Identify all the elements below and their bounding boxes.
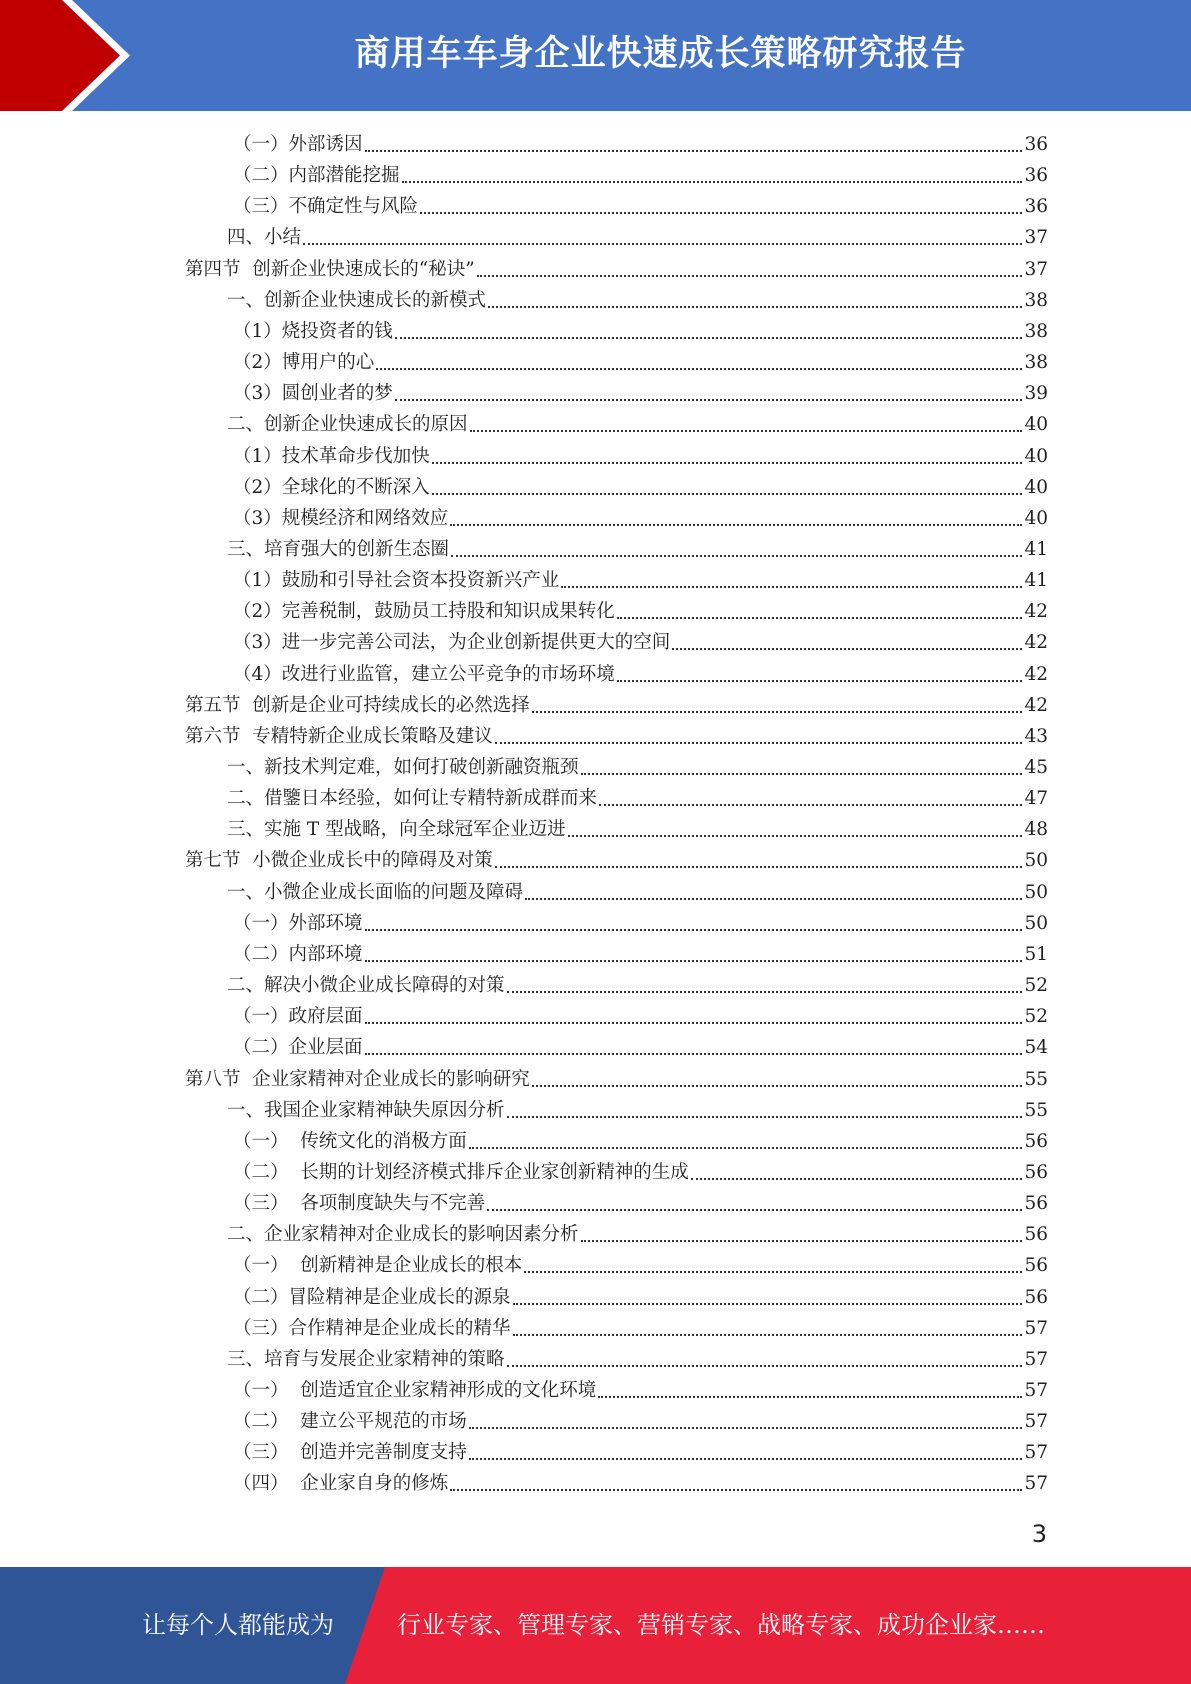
toc-dot-leader [691,1177,1023,1180]
toc-dot-leader [376,367,1022,370]
toc-entry[interactable] [233,1375,1048,1406]
toc-entry-label: （一）政府层面 [233,1006,363,1028]
toc-entry-label: （一） 创新精神是企业成长的根本 [233,1255,523,1277]
toc-entry[interactable] [233,378,1048,409]
toc-entry-label: （二）企业层面 [233,1037,363,1059]
toc-entry-page: 54 [1024,1037,1048,1059]
toc-dot-leader [617,679,1023,682]
toc-entry-label: （4）改进行业监管，建立公平竞争的市场环境 [233,663,615,685]
toc-entry-label: （2）博用户的心 [233,352,375,374]
toc-entry[interactable] [185,1064,1048,1095]
toc-entry-page: 57 [1024,1348,1048,1370]
toc-entry-label: 三、培育强大的创新生态圈 [227,538,450,560]
toc-entry-page: 40 [1024,507,1048,529]
toc-entry-label: （一）外部诱因 [233,134,363,155]
toc-dot-leader [432,492,1023,495]
toc-entry-page: 55 [1024,1068,1048,1090]
toc-entry[interactable] [185,845,1048,876]
toc-entry[interactable] [233,1157,1048,1188]
toc-dot-leader [365,928,1023,931]
toc-entry-label: （四） 企业家自身的修炼 [233,1473,449,1495]
toc-entry-page: 38 [1024,289,1048,311]
toc-entry[interactable] [227,877,1048,908]
toc-entry[interactable] [233,659,1048,690]
toc-entry[interactable] [233,472,1048,503]
toc-entry-label: 一、新技术判定难，如何打破创新融资瓶颈 [227,757,579,778]
toc-dot-leader [532,1084,1023,1087]
toc-entry[interactable] [233,191,1048,222]
toc-dot-leader [532,710,1023,713]
toc-dot-leader [450,1488,1022,1491]
toc-entry-label: 三、实施 T 型战略，向全球冠军企业迈进 [227,819,566,841]
toc-entry-label: （3）圆创业者的梦 [233,383,393,405]
toc-entry-label: （3）进一步完善公司法，为企业创新提供更大的空间 [233,632,671,654]
toc-entry-page: 50 [1024,912,1048,934]
toc-entry[interactable] [185,690,1048,721]
toc-entry[interactable] [233,1250,1048,1281]
toc-entry[interactable] [233,1313,1048,1344]
toc-dot-leader [450,523,1022,526]
toc-entry[interactable] [227,409,1048,440]
toc-dot-leader [477,274,1023,277]
toc-entry-page: 38 [1024,352,1048,374]
toc-dot-leader [469,1457,1023,1460]
toc-entry[interactable] [233,627,1048,658]
toc-entry-page: 48 [1024,819,1048,841]
toc-entry-page: 52 [1024,1006,1048,1028]
toc-dot-leader [420,211,1022,214]
toc-entry[interactable] [233,503,1048,534]
toc-entry[interactable] [233,1468,1048,1499]
toc-entry-page: 56 [1024,1130,1048,1152]
toc-dot-leader [402,180,1023,183]
toc-dot-leader [432,461,1023,464]
toc-entry-page: 57 [1024,1442,1048,1464]
toc-entry[interactable] [233,1126,1048,1157]
chevron-arrow-icon [0,0,150,111]
toc-entry[interactable] [233,908,1048,939]
toc-entry-label: 第七节 小微企业成长中的障碍及对策 [185,850,493,872]
toc-dot-leader [561,585,1022,588]
toc-entry[interactable] [233,596,1048,627]
toc-dot-leader [617,616,1023,619]
toc-entry-page: 57 [1024,1380,1048,1401]
toc-entry-label: （二） 长期的计划经济模式排斥企业家创新精神的生成 [233,1161,689,1183]
toc-entry-page: 57 [1024,1411,1048,1433]
toc-entry-page: 42 [1024,663,1048,685]
toc-dot-leader [672,647,1022,650]
toc-entry-label: （三） 各项制度缺失与不完善 [233,1193,486,1215]
toc-dot-leader [495,865,1023,868]
toc-dot-leader [470,429,1023,432]
toc-dot-leader [451,554,1022,557]
toc-entry-page: 41 [1024,538,1048,560]
toc-entry-label: （二）内部潜能挖掘 [233,165,400,187]
toc-dot-leader [581,1239,1023,1242]
toc-entry-label: 一、小微企业成长面临的问题及障碍 [227,881,524,903]
toc-dot-leader [581,772,1023,775]
toc-dot-leader [599,803,1022,806]
toc-dot-leader [487,1208,1022,1211]
toc-entry-label: 第五节 创新是企业可持续成长的必然选择 [185,694,530,716]
toc-dot-leader [513,1302,1023,1305]
toc-entry-page: 56 [1024,1161,1048,1183]
toc-entry[interactable] [233,1406,1048,1437]
toc-entry-label: （一） 传统文化的消极方面 [233,1130,467,1152]
footer-slogan-left: 让每个人都能成为 [142,1611,334,1639]
toc-entry[interactable] [227,285,1048,316]
toc-dot-leader [365,1021,1023,1024]
toc-entry-label: 第六节 专精特新企业成长策略及建议 [185,725,493,747]
toc-dot-leader [495,741,1023,744]
toc-entry[interactable] [227,752,1048,783]
toc-entry-label: （1）技术革命步伐加快 [233,445,430,467]
toc-entry-page: 39 [1024,383,1048,405]
toc-entry-page: 56 [1024,1255,1048,1277]
toc-entry[interactable] [227,1219,1048,1250]
toc-entry-label: 二、创新企业快速成长的原因 [227,414,468,436]
toc-entry-page: 57 [1024,1473,1048,1495]
toc-entry-label: 二、借鑒日本经验，如何让专精特新成群而来 [227,788,598,810]
toc-entry[interactable] [227,534,1048,565]
toc-entry-label: 二、解决小微企业成长障碍的对策 [227,975,505,997]
toc-entry[interactable] [233,1032,1048,1063]
toc-entry[interactable] [227,783,1048,814]
toc-dot-leader [395,336,1023,339]
toc-entry-label: 二、企业家精神对企业成长的影响因素分析 [227,1224,579,1246]
toc-dot-leader [365,959,1023,962]
toc-entry-page: 42 [1024,632,1048,654]
toc-entry-label: （一） 创造适宜企业家精神形成的文化环境 [233,1380,597,1401]
toc-entry-label: （三） 创造并完善制度支持 [233,1442,467,1464]
toc-entry-label: 第八节 企业家精神对企业成长的影响研究 [185,1068,530,1090]
toc-entry[interactable] [227,970,1048,1001]
toc-entry[interactable] [227,1095,1048,1126]
toc-entry-page: 36 [1024,134,1048,155]
toc-entry-page: 37 [1024,258,1048,280]
toc-entry[interactable] [233,1001,1048,1032]
toc-entry-page: 43 [1024,725,1048,747]
toc-entry-label: （2）完善税制，鼓励员工持股和知识成果转化 [233,601,615,623]
toc-dot-leader [507,1364,1023,1367]
page-number: 3 [1031,1520,1047,1548]
toc-entry-page: 36 [1024,165,1048,187]
toc-entry-label: （一）外部环境 [233,912,363,934]
toc-entry[interactable] [233,316,1048,347]
toc-entry[interactable] [227,814,1048,845]
toc-entry-label: （1）烧投资者的钱 [233,320,393,342]
toc-dot-leader [507,1115,1023,1118]
toc-entry[interactable] [233,441,1048,472]
footer-slogan-right: 行业专家、管理专家、营销专家、战略专家、成功企业家…… [397,1611,1045,1639]
toc-entry[interactable] [233,347,1048,378]
toc-dot-leader [524,1270,1022,1273]
toc-entry-page: 51 [1024,943,1048,965]
toc-dot-leader [525,897,1022,900]
toc-entry-label: 一、我国企业家精神缺失原因分析 [227,1099,505,1121]
toc-entry[interactable] [227,1344,1048,1375]
toc-entry-page: 56 [1024,1193,1048,1215]
toc-entry[interactable] [227,222,1048,253]
toc-entry-page: 45 [1024,757,1048,778]
toc-entry-page: 52 [1024,975,1048,997]
toc-entry-page: 50 [1024,881,1048,903]
toc-dot-leader [568,834,1023,837]
toc-entry-page: 56 [1024,1224,1048,1246]
toc-entry-label: （2）全球化的不断深入 [233,476,430,498]
toc-entry[interactable] [185,254,1048,285]
toc-entry-label: （3）规模经济和网络效应 [233,507,449,529]
toc-entry-page: 40 [1024,414,1048,436]
toc-entry-page: 40 [1024,476,1048,498]
footer-banner [0,1567,1191,1684]
toc-dot-leader [507,990,1023,993]
toc-entry-page: 36 [1024,196,1048,218]
toc-dot-leader [598,1395,1022,1398]
toc-entry-label: 三、培育与发展企业家精神的策略 [227,1348,505,1370]
toc-entry-page: 42 [1024,694,1048,716]
toc-entry-page: 50 [1024,850,1048,872]
toc-entry-label: （二） 建立公平规范的市场 [233,1411,467,1433]
toc-dot-leader [469,1426,1023,1429]
toc-dot-leader [303,242,1022,245]
toc-entry[interactable] [233,1437,1048,1468]
toc-dot-leader [365,1052,1023,1055]
toc-entry-page: 56 [1024,1286,1048,1308]
toc-dot-leader [488,305,1022,308]
toc-entry[interactable] [233,160,1048,191]
toc-entry-label: 第四节 创新企业快速成长的“秘诀” [185,258,475,280]
toc-entry-label: （三）不确定性与风险 [233,196,419,218]
toc-entry[interactable] [233,1282,1048,1313]
toc-dot-leader [513,1333,1023,1336]
toc-entry-label: （三）合作精神是企业成长的精华 [233,1317,511,1339]
toc-entry[interactable] [233,565,1048,596]
toc-entry-page: 38 [1024,320,1048,342]
toc-entry-label: （二）内部环境 [233,943,363,965]
toc-entry-page: 55 [1024,1099,1048,1121]
toc-entry-label: 四、小结 [227,227,302,249]
toc-entry-page: 40 [1024,445,1048,467]
toc-entry[interactable] [233,1188,1048,1219]
toc-entry-label: 一、创新企业快速成长的新模式 [227,289,487,311]
toc-entry-page: 57 [1024,1317,1048,1339]
toc-dot-leader [395,398,1023,401]
toc-entry[interactable] [185,721,1048,752]
toc-entry-page: 42 [1024,601,1048,623]
toc-entry-page: 37 [1024,227,1048,249]
report-title: 商用车车身企业快速成长策略研究报告 [354,34,967,74]
toc-entry-label: （二）冒险精神是企业成长的源泉 [233,1286,511,1308]
toc-entry[interactable] [233,129,1048,160]
toc-dot-leader [365,149,1023,152]
toc-entry-page: 47 [1024,788,1048,810]
toc-entry-label: （1）鼓励和引导社会资本投资新兴产业 [233,570,560,592]
toc-dot-leader [469,1146,1023,1149]
toc-entry-page: 41 [1024,570,1048,592]
toc-entry[interactable] [233,939,1048,970]
header-banner [0,0,1191,111]
